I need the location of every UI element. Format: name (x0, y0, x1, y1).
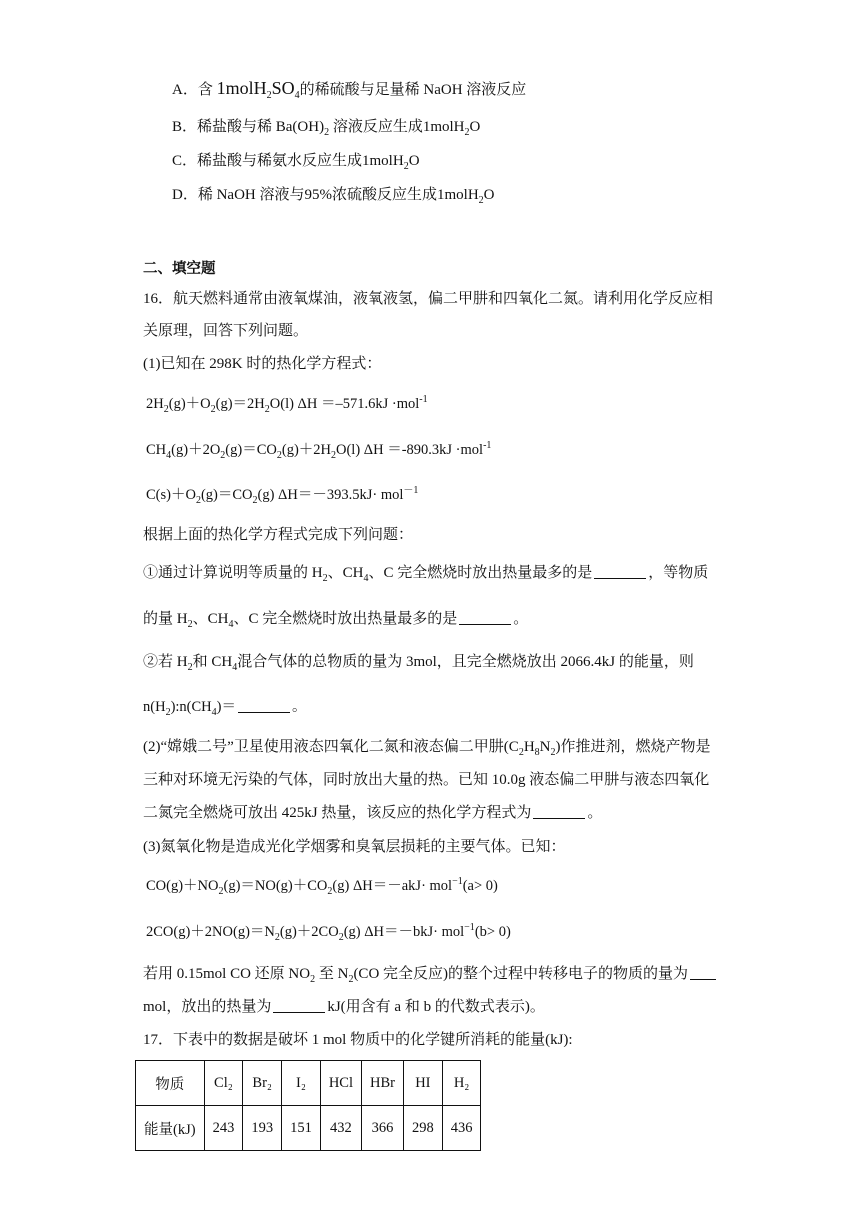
q16-sub-2-line-1: ②若 $H_2$和 $CH_4$混合气体的总物质的量为 3mol，且完全燃烧放出 2066.4kJ 的能量，则 (143, 654, 694, 673)
q16-part-2-line-2: 三种对环境无污染的气体，同时放出大量的热。已知 10.0g 液态偏二甲肼与液态四氧化 (143, 772, 710, 788)
substance-cell: HCl (320, 1061, 361, 1106)
equation-2: $CH_4(g)+2O_2(g)=CO_2(g)+2H_2O(l)$ ΔH ＝-890.3kJ ·mol$^{-1}$ (146, 440, 492, 461)
energy-cell: 298 (403, 1106, 442, 1151)
answer-blank[interactable] (690, 965, 716, 980)
q17-intro: 17．下表中的数据是破坏 1 mol 物质中的化学键所消耗的能量(kJ): (143, 1032, 573, 1048)
answer-blank[interactable] (533, 804, 585, 819)
value-label-cell: 能量(kJ) (136, 1106, 205, 1151)
q16-part-1-prompt: 根据上面的热化学方程式完成下列问题： (143, 527, 414, 543)
q16-intro-2: 关原理，回答下列问题。 (143, 323, 309, 339)
equation-5: $2CO(g)+2NO(g)=N_2(g)+2CO_2(g)$ ΔH＝－bkJ· mol$^{-1}$(b> 0) (146, 922, 511, 943)
q16-sub-1-line-2: 的量 $H_2$、$CH_4$、C 完全燃烧时放出热量最多的是 。 (143, 611, 529, 630)
q16-part-1: (1)已知在 298K 时的热化学方程式： (143, 356, 382, 372)
substance-cell: H₂ (442, 1061, 481, 1106)
q16-intro-1: 16．航天燃料通常由液氧煤油，液氧液氢，偏二甲肼和四氧化二氮。请利用化学反应相 (143, 291, 714, 307)
answer-blank[interactable] (594, 564, 646, 579)
q16-sub-1-line-1: ①通过计算说明等质量的 $H_2$、$CH_4$、C 完全燃烧时放出热量最多的是 ，等物质 (143, 565, 709, 584)
q16-part-3-line-2: mol，放出的热量为 kJ(用含有 a 和 b 的代数式表示)。 (143, 999, 545, 1015)
substance-cell: Br₂ (243, 1061, 282, 1106)
q16-part-2-line-1: (2)“嫦娥二号”卫星使用液态四氧化二氮和液态偏二甲肼$(C_2H_8N_2)$作推进剂，燃烧产物是 (143, 739, 711, 758)
table-header-row (136, 1061, 481, 1106)
equation-3: $C(s)+O_2(g)=CO_2(g)$ ΔH＝－393.5kJ· mol$^{-1}$ (146, 485, 419, 506)
section-title: 二、填空题 (143, 261, 216, 277)
equation-1: $2H_2(g)+O_2(g)=2H_2O(l)$ ΔH ＝–571.6kJ ·mol$^{-1}$ (146, 394, 428, 415)
energy-cell: 193 (243, 1106, 282, 1151)
bond-energy-table (135, 1060, 481, 1151)
answer-blank[interactable] (238, 698, 290, 713)
option-c: C．稀盐酸与稀氨水反应生成1molH$_2$O (172, 153, 420, 172)
substance-cell: I₂ (282, 1061, 321, 1106)
substance-cell: HBr (361, 1061, 403, 1106)
q16-part-2-line-3: 二氮完全燃烧可放出 425kJ 热量，该反应的热化学方程式为 。 (143, 805, 603, 821)
q16-part-3-line-1: 若用 0.15mol CO 还原 $NO_2$ 至 $N_2(CO$ 完全反应)的整个过程中转移电子的物质的量为 (143, 964, 718, 984)
substance-cell: HI (403, 1061, 442, 1106)
energy-cell: 436 (442, 1106, 481, 1151)
answer-blank[interactable] (273, 998, 325, 1013)
equation-4: $CO(g)+NO_2(g)=NO(g)+CO_2(g)$ ΔH＝－akJ· mol$^{-1}$(a> 0) (146, 876, 498, 897)
table-value-row (136, 1106, 481, 1151)
header-label-cell: 物质 (136, 1061, 205, 1106)
energy-cell: 432 (320, 1106, 361, 1151)
substance-cell: Cl₂ (204, 1061, 243, 1106)
option-b: B．稀盐酸与稀 $Ba(OH)_2$ 溶液反应生成1molH$_2$O (172, 119, 481, 138)
energy-cell: 366 (361, 1106, 403, 1151)
answer-blank[interactable] (459, 610, 511, 625)
option-a: A．含 $1molH_2SO_4$的稀硫酸与足量稀 NaOH 溶液反应 (172, 78, 527, 101)
q16-sub-2-line-2: $n(H_2):n(CH_4)=$ 。 (143, 699, 307, 718)
option-d: D．稀 NaOH 溶液与95%浓硫酸反应生成1molH$_2$O (172, 187, 495, 206)
energy-cell: 243 (204, 1106, 243, 1151)
energy-cell: 151 (282, 1106, 321, 1151)
q16-part-3: (3)氮氧化物是造成光化学烟雾和臭氧层损耗的主要气体。已知： (143, 839, 566, 855)
